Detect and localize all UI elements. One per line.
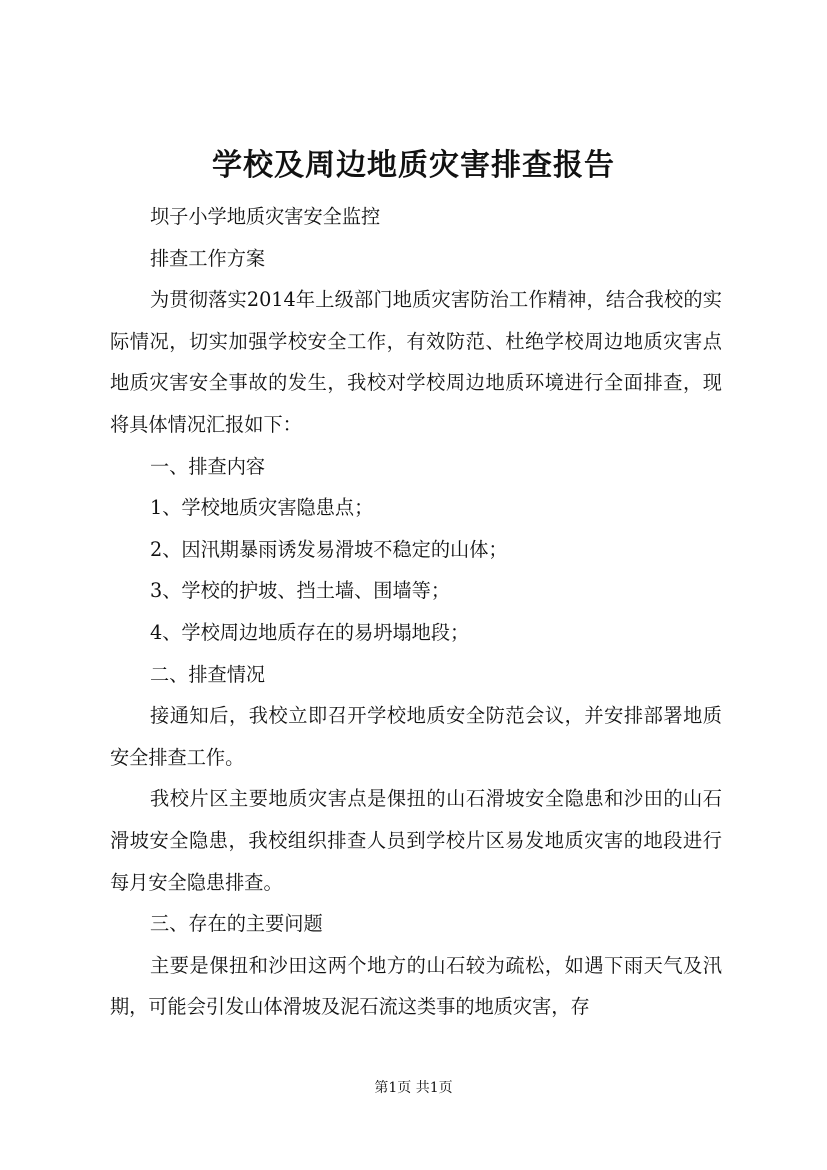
paragraph-meeting: 接通知后，我校立即召开学校地质安全防范会议，并安排部署地质安全排查工作。	[110, 704, 722, 769]
paragraph-plan-title: 排查工作方案	[150, 246, 266, 270]
list-item: 2、因汛期暴雨诱发易滑坡不稳定的山体；	[150, 537, 508, 561]
paragraph-intro: 为贯彻落实2014年上级部门地质灾害防治工作精神，结合我校的实际情况，切实加强学校安全工作，有效防范、杜绝学校周边地质灾害点地质灾害安全事故的发生，我校对学校周边地质环境进行全面排查，现将具体情况汇报如下：	[110, 288, 722, 436]
paragraph-school-name: 坝子小学地质灾害安全监控	[150, 205, 381, 228]
list-item: 1、学校地质灾害隐患点；	[150, 496, 374, 520]
paragraph-hazard-points: 我校片区主要地质灾害点是倮扭的山石滑坡安全隐患和沙田的山石滑坡安全隐患，我校组织排查人员到学校片区易发地质灾害的地段进行每月安全隐患排查。	[110, 787, 722, 894]
document-body	[110, 196, 722, 1028]
section-heading-content: 一、排查内容	[150, 454, 266, 478]
list-item: 3、学校的护坡、挡土墙、围墙等；	[150, 579, 451, 603]
document-title: 学校及周边地质灾害排查报告	[212, 148, 615, 183]
paragraph-problems: 主要是倮扭和沙田这两个地方的山石较为疏松，如遇下雨天气及汛期，可能会引发山体滑坡及泥石流这类事的地质灾害，存	[110, 953, 722, 1019]
section-heading-situation: 二、排查情况	[150, 662, 266, 686]
list-item: 4、学校周边地质存在的易坍塌地段；	[150, 620, 470, 644]
page-footer: 第1页 共1页	[374, 1080, 453, 1096]
section-heading-problems: 三、存在的主要问题	[150, 912, 323, 936]
